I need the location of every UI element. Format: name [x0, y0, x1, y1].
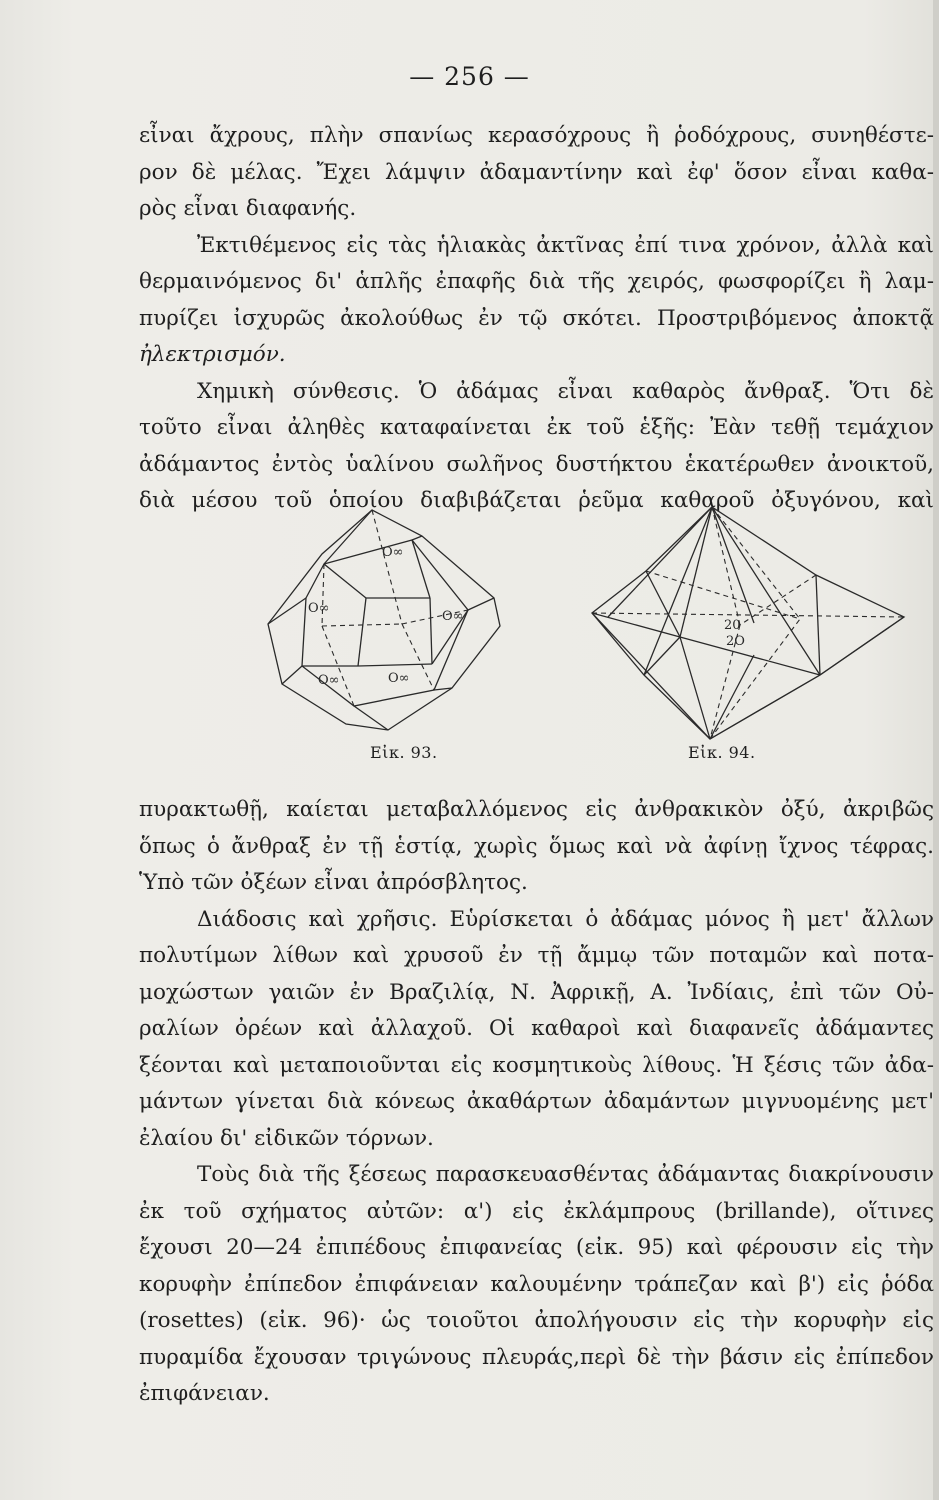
face-label: O∞	[442, 609, 464, 624]
text-line: τοῦτο εἶναι ἀληθὲς καταφαίνεται ἐκ τοῦ ἑξῆς: Ἐὰν τεθῇ τεμάχιον	[139, 415, 934, 440]
page-number: — 256 —	[409, 62, 530, 91]
crystal-cube-icon	[262, 506, 508, 732]
text-line: εἶναι ἄχρους, πλὴν σπανίως κερασόχρους ἢ ῥοδόχρους, συνηθέστε-	[139, 123, 934, 148]
text-line: πυρακτωθῇ, καίεται μεταβαλλόμενος εἰς ἀνθρακικὸν ὀξύ, ἀκριβῶς	[139, 797, 934, 822]
face-label: 20	[724, 618, 741, 633]
text-line: μοχώστων γαιῶν ἐν Βραζιλίᾳ, Ν. Ἀφρικῇ, Α. Ἰνδίαις, ἐπὶ τῶν Οὐ-	[139, 979, 934, 1005]
text-line: ἔχουσι 20—24 ἐπιπέδους ἐπιφανείας (εἰκ. 95) καὶ φέρουσιν εἰς τὴν	[139, 1235, 934, 1260]
face-label: O∞	[382, 545, 404, 560]
text-line: ὅπως ὁ ἄνθραξ ἐν τῇ ἑστίᾳ, χωρὶς ὅμως καὶ νὰ ἀφίνῃ ἴχνος τέφρας.	[139, 833, 934, 859]
figure-94-caption: Εἰκ. 94.	[688, 743, 756, 762]
text-line: Τοὺς διὰ τῆς ξέσεως παρασκευασθέντας ἀδάμαντας διακρίνουσιν	[197, 1162, 934, 1187]
text-line: μάντων γίνεται διὰ κόνεως ἀκαθάρτων ἀδαμάντων μιγνυομένης μετ'	[139, 1089, 934, 1114]
text-line: ξέονται καὶ μεταποιοῦνται εἰς κοσμητικοὺς λίθους. Ἡ ξέσις τῶν ἀδα-	[139, 1052, 934, 1078]
text-line: ραλίων ὀρέων καὶ ἀλλαχοῦ. Οἱ καθαροὶ καὶ διαφανεῖς ἀδάμαντες	[139, 1016, 934, 1041]
text-line: ρον δὲ μέλας. Ἔχει λάμψιν ἀδαμαντίνην καὶ ἐφ' ὅσον εἶναι καθα-	[139, 159, 934, 185]
text-line: διὰ μέσου τοῦ ὁποίου διαβιβάζεται ῥεῦμα καθαροῦ ὀξυγόνου, καὶ	[139, 488, 934, 513]
text-line: Ἐκτιθέμενος εἰς τὰς ἡλιακὰς ἀκτῖνας ἐπί τινα χρόνον, ἀλλὰ καὶ	[197, 232, 934, 258]
text-line: κορυφὴν ἐπίπεδον ἐπιφάνειαν καλουμένην τράπεζαν καὶ β') εἰς ῥόδα	[139, 1271, 934, 1297]
crystal-octahedron-icon	[590, 505, 908, 741]
text-line: ρὸς εἶναι διαφανής.	[139, 196, 357, 221]
face-label: 2O	[726, 634, 745, 649]
text-line: πυραμίδα ἔχουσαν τριγώνους πλευράς,περὶ δὲ τὴν βάσιν εἰς ἐπίπεδον	[139, 1344, 934, 1370]
text-line: ἠλεκτρισμόν.	[139, 342, 286, 367]
figure-93-caption: Εἰκ. 93.	[370, 743, 438, 762]
text-line: ἐκ τοῦ σχήματος αὐτῶν: α') εἰς ἐκλάμπρους (brillande), οἵτινες	[139, 1198, 934, 1224]
text-line: ἐπιφάνειαν.	[139, 1381, 270, 1406]
figure-93-crystal-drawing	[262, 506, 508, 732]
face-label: O∞	[318, 673, 340, 688]
text-line: πυρίζει ἰσχυρῶς ἀκολούθως ἐν τῷ σκότει. Προστριβόμενος ἀποκτᾷ	[139, 305, 934, 331]
text-line: (rosettes) (εἰκ. 96)· ὡς τοιοῦτοι ἀπολήγουσιν εἰς τὴν κορυφὴν εἰς	[139, 1308, 934, 1333]
text-line-section-heading: Χημικὴ σύνθεσις. Ὁ ἀδάμας εἶναι καθαρὸς ἄνθραξ. Ὅτι δὲ	[197, 378, 934, 404]
text-line: πολυτίμων λίθων καὶ χρυσοῦ ἐν τῇ ἄμμῳ τῶν ποταμῶν καὶ ποτα-	[139, 943, 934, 968]
text-line: Ὑπὸ τῶν ὀξέων εἶναι ἀπρόσβλητος.	[139, 870, 528, 895]
text-block-top	[139, 118, 934, 520]
figure-94-crystal-drawing	[590, 505, 908, 741]
face-label: O∞	[388, 671, 410, 686]
text-line: ἀδάμαντος ἐντὸς ὑαλίνου σωλῆνος δυστήκτου ἑκατέρωθεν ἀνοικτοῦ,	[139, 451, 934, 477]
face-label: O∞	[308, 601, 330, 616]
text-line-section-heading: Διάδοσις καὶ χρῆσις. Εὑρίσκεται ὁ ἀδάμας μόνος ἢ μετ' ἄλλων	[197, 906, 934, 932]
text-line: θερμαινόμενος δι' ἁπλῆς ἐπαφῆς διὰ τῆς χειρός, φωσφορίζει ἢ λαμ-	[139, 269, 934, 294]
text-line: ἐλαίου δι' εἰδικῶν τόρνων.	[139, 1125, 434, 1151]
text-block-bottom	[139, 792, 934, 1413]
